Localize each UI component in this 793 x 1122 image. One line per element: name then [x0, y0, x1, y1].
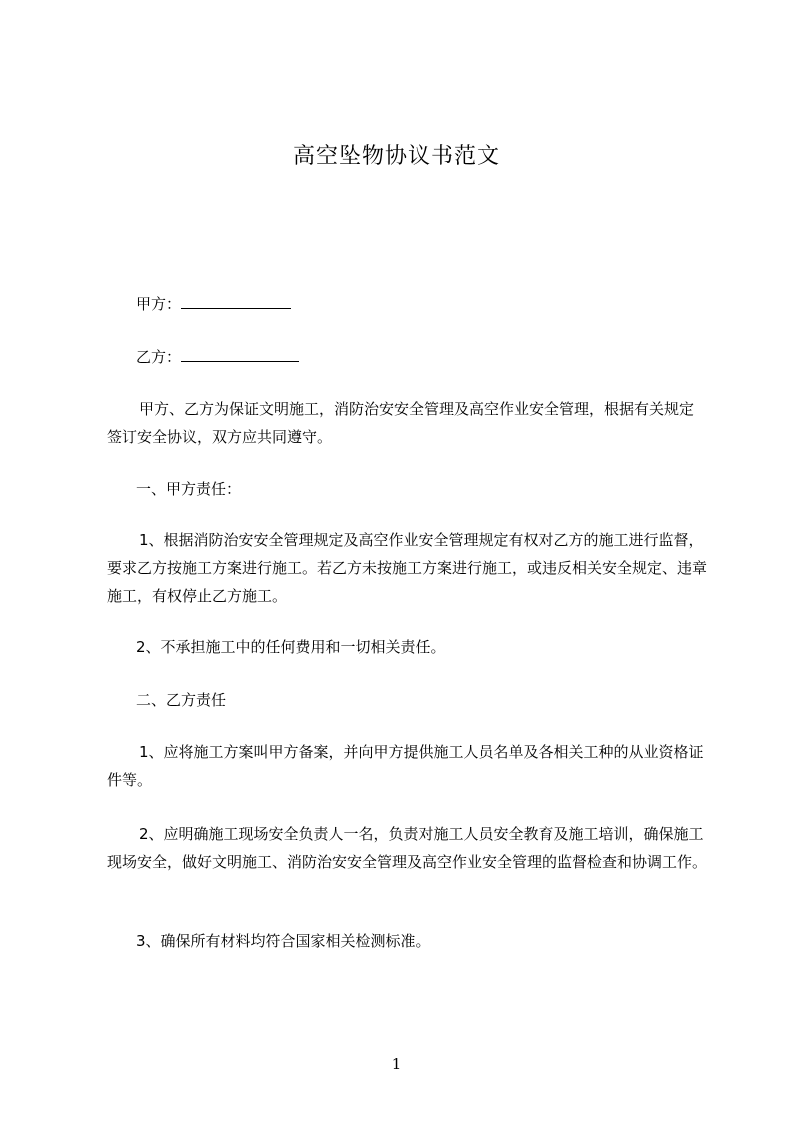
- section2-item-1: 1、应将施工方案叫甲方备案，并向甲方提供施工人员名单及各相关工种的从业资格证件等。: [107, 743, 704, 789]
- party-a-blank: [181, 292, 291, 309]
- party-b-blank: [181, 345, 299, 362]
- section1-item-1: 1、根据消防治安安全管理规定及高空作业安全管理规定有权对乙方的施工进行监督，要求乙方按施工方案进行施工。若乙方未按施工方案进行施工，或违反相关安全规定、违章施工，有权停止乙方施工。: [107, 531, 708, 605]
- section1-item-2: 2、不承担施工中的任何费用和一切相关责任。: [136, 638, 446, 656]
- party-a-label: 甲方：: [136, 295, 182, 313]
- section2-item-3: 3、确保所有材料均符合国家相关检测标准。: [136, 932, 431, 950]
- section2-item-2: 2、应明确施工现场安全负责人一名，负责对施工人员安全教育及施工培训，确保施工现场安全，做好文明施工、消防治安安全管理及高空作业安全管理的监督检查和协调工作。: [107, 825, 708, 871]
- party-b-label: 乙方：: [136, 348, 182, 366]
- intro-paragraph: 甲方、乙方为保证文明施工，消防治安安全管理及高空作业安全管理，根据有关规定签订安全协议，双方应共同遵守。: [107, 400, 695, 446]
- page-number: 1: [391, 1055, 402, 1073]
- party-a-line: [136, 292, 291, 314]
- section1-heading: 一、甲方责任：: [136, 480, 242, 498]
- party-b-line: [136, 345, 299, 367]
- section2-heading: 二、乙方责任: [136, 691, 227, 709]
- document-title: 高空坠物协议书范文: [292, 144, 500, 169]
